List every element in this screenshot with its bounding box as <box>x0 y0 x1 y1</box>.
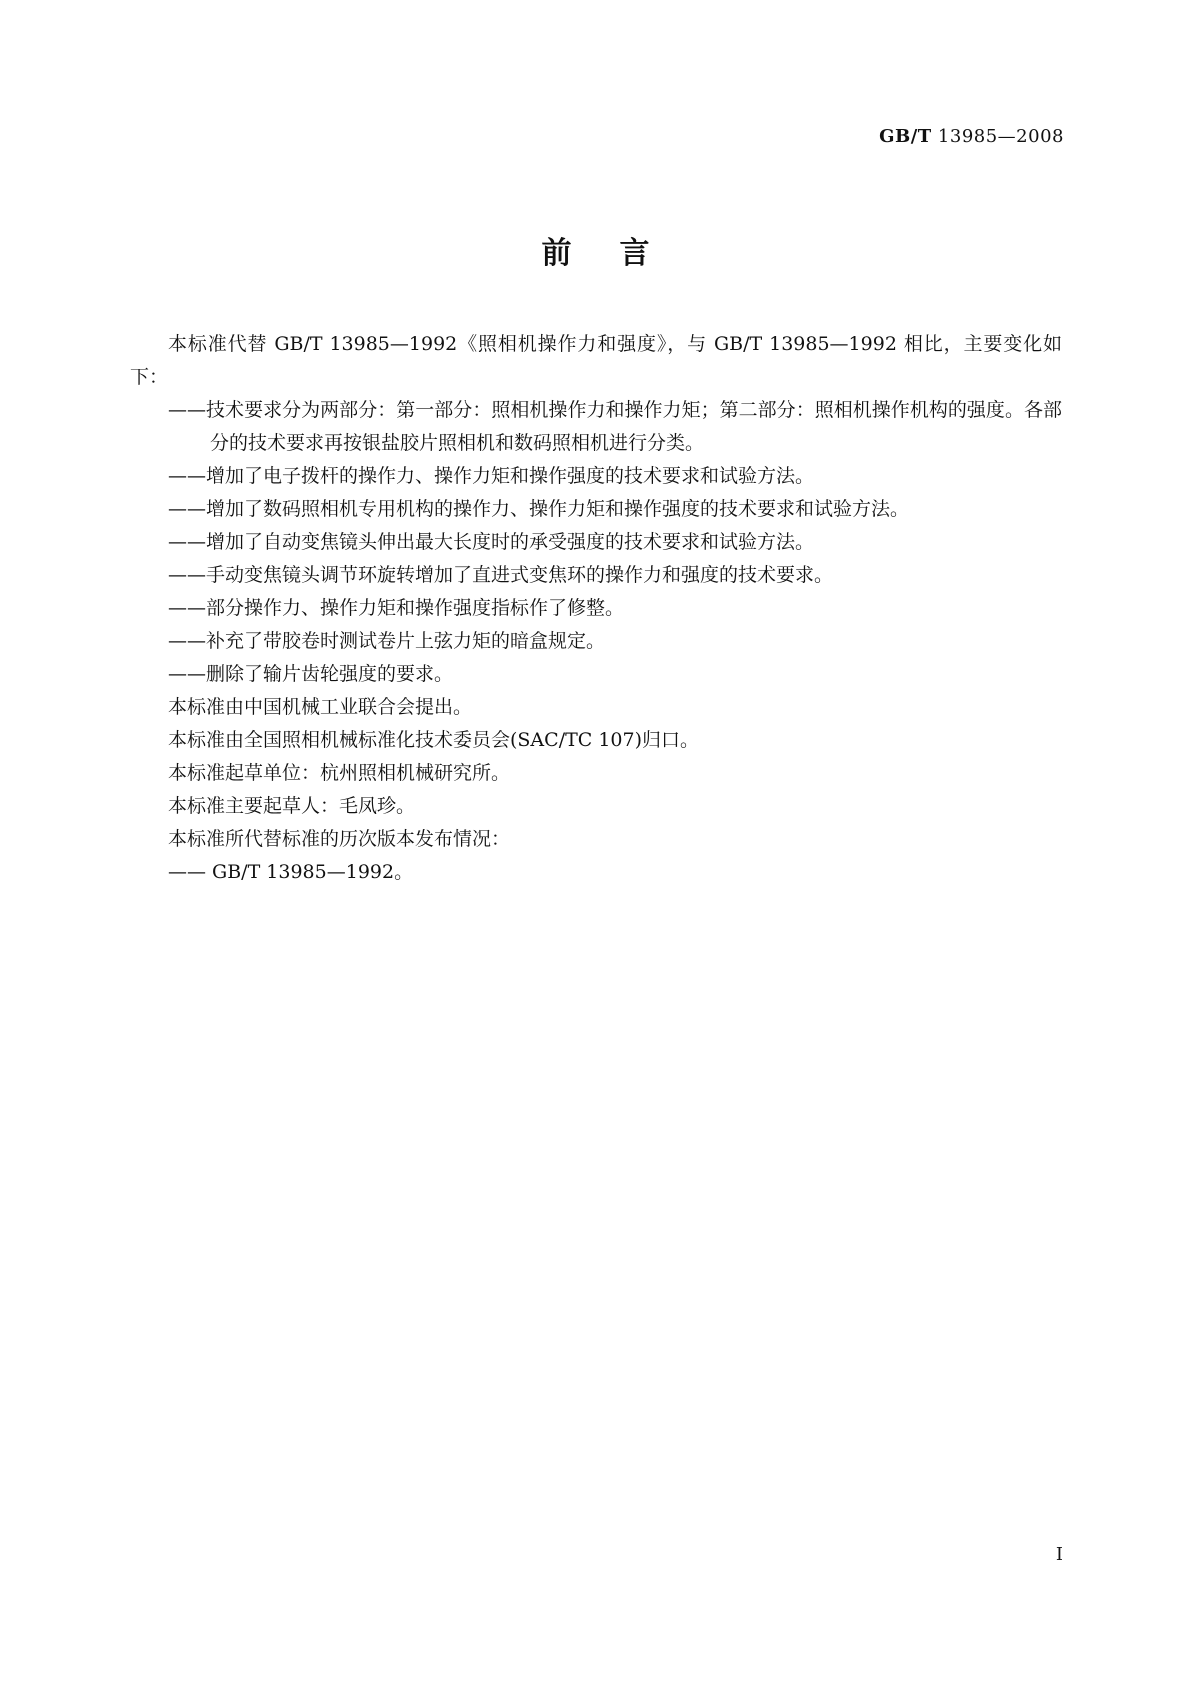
committee-statement: 本标准由全国照相机械标准化技术委员会(SAC/TC 107)归口。 <box>168 729 700 751</box>
page-title: 前言 <box>541 236 698 271</box>
change-item: ——增加了数码照相机专用机构的操作力、操作力矩和操作强度的技术要求和试验方法。 <box>168 498 910 520</box>
change-item: ——删除了输片齿轮强度的要求。 <box>168 663 454 685</box>
page-number: I <box>1055 1544 1063 1565</box>
drafter-statement: 本标准主要起草人：毛凤珍。 <box>168 795 416 817</box>
change-item: ——手动变焦镜头调节环旋转增加了直进式变焦环的操作力和强度的技术要求。 <box>168 564 834 586</box>
history-item: —— GB/T 13985—1992。 <box>168 861 414 883</box>
standard-code-prefix: GB/T <box>879 126 932 147</box>
history-heading: 本标准所代替标准的历次版本发布情况： <box>168 828 511 850</box>
standard-code <box>879 126 1064 147</box>
intro-paragraph: 本标准代替 GB/T 13985—1992《照相机操作力和强度》，与 GB/T 13985—1992 相比，主要变化如下： <box>130 333 1062 388</box>
change-item: ——补充了带胶卷时测试卷片上弦力矩的暗盒规定。 <box>168 630 606 652</box>
change-item: ——增加了自动变焦镜头伸出最大长度时的承受强度的技术要求和试验方法。 <box>168 531 815 553</box>
standard-code-number: 13985—2008 <box>937 126 1064 147</box>
document-body <box>130 328 1062 889</box>
change-item: ——技术要求分为两部分：第一部分：照相机操作力和操作力矩；第二部分：照相机操作机构的强度。各部分的技术要求再按银盐胶片照相机和数码照相机进行分类。 <box>168 399 1062 454</box>
drafting-unit-statement: 本标准起草单位：杭州照相机械研究所。 <box>168 762 511 784</box>
proposer-statement: 本标准由中国机械工业联合会提出。 <box>168 696 473 718</box>
change-item: ——部分操作力、操作力矩和操作强度指标作了修整。 <box>168 597 625 619</box>
change-item: ——增加了电子拨杆的操作力、操作力矩和操作强度的技术要求和试验方法。 <box>168 465 815 487</box>
